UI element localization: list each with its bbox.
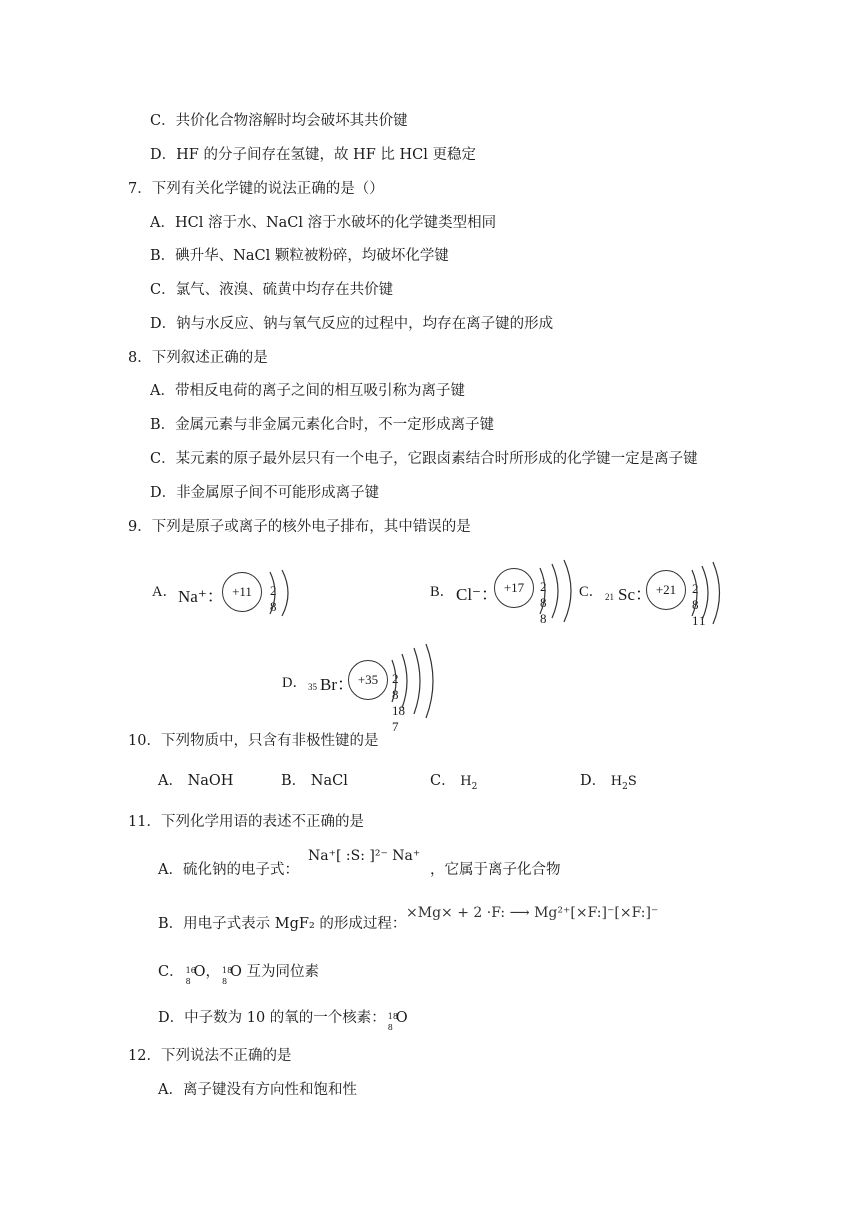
q10-c-formula: H xyxy=(460,774,472,789)
q9-c-symbol: Sc： xyxy=(618,585,652,604)
q11-d-text: D．中子数为 10 的氧的一个核素： xyxy=(158,1010,386,1026)
q7-option-b: B．碘升华、NaCl 颗粒被粉碎，均破坏化学键 xyxy=(150,248,449,264)
q10-d-formula: H xyxy=(610,774,623,789)
q9-d-symbol: Br： xyxy=(320,675,354,694)
question-11: 11．下列化学用语的表述不正确的是 xyxy=(128,814,364,830)
q9-c-shells: 2 8 11 xyxy=(692,581,707,628)
q7-option-d: D．钠与水反应、钠与氧气反应的过程中，均存在离子键的形成 xyxy=(150,316,554,332)
q9-a-shells: 2 8 xyxy=(270,583,279,614)
q9-b-label: B． xyxy=(430,584,455,600)
o18-mass-number: 18 xyxy=(222,966,233,975)
question-9: 9．下列是原子或离子的核外电子排布，其中错误的是 xyxy=(128,519,471,535)
q9-a-shell-arcs xyxy=(264,568,304,618)
question-10: 10．下列物质中，只含有非极性键的是 xyxy=(128,733,379,749)
q10-c-label: C． xyxy=(430,773,456,789)
d-mass-number: 18 xyxy=(387,1012,398,1021)
q9-a-label: A． xyxy=(152,584,177,600)
q9-b-shell-arcs xyxy=(534,558,584,624)
q11-a-tail: ，它属于离子化合物 xyxy=(430,862,561,878)
q12-option-a: A．离子键没有方向性和饱和性 xyxy=(158,1082,357,1098)
q11-c-label: C． xyxy=(158,964,184,980)
mgf2-formation-equation: ×Mg× + 2 ·F: ⟶ Mg²⁺[×F:]⁻[×F:]⁻ xyxy=(406,905,659,921)
o16-element: O， xyxy=(193,964,220,980)
q9-b-nucleus: +17 xyxy=(494,568,534,608)
q9-d-nucleus: +35 xyxy=(348,660,388,700)
q7-option-a: A．HCl 溶于水、NaCl 溶于水破坏的化学键类型相同 xyxy=(150,215,497,231)
question-7: 7．下列有关化学键的说法正确的是（） xyxy=(128,181,384,197)
d-atomic-number: 8 xyxy=(387,1023,393,1032)
o18-atomic-number: 8 xyxy=(222,977,228,986)
q9-c-label: C． xyxy=(579,584,604,600)
q9-d-atomic-number: 35 xyxy=(308,682,317,692)
q9-a-symbol: Na⁺： xyxy=(178,587,224,606)
q8-option-c: C．某元素的原子最外层只有一个电子，它跟卤素结合时所形成的化学键一定是离子键 xyxy=(150,451,698,467)
q7-option-c: C．氯气、液溴、硫黄中均存在共价键 xyxy=(150,282,394,298)
nuclide-o18-d xyxy=(386,1009,398,1032)
o18-element: O 互为同位素 xyxy=(230,964,319,980)
q10-option-d xyxy=(580,771,637,797)
question-12: 12．下列说法不正确的是 xyxy=(128,1048,292,1064)
q9-d-shell-arcs xyxy=(386,642,442,720)
q10-d-subscript: 2 xyxy=(622,781,628,792)
q8-option-b: B．金属元素与非金属元素化合时，不一定形成离子键 xyxy=(150,417,495,433)
d-element: O xyxy=(395,1010,408,1026)
q10-option-b: B． NaCl xyxy=(281,773,348,789)
o16-atomic-number: 8 xyxy=(185,977,191,986)
q6-option-d: D．HF 的分子间存在氢键，故 HF 比 HCl 更稳定 xyxy=(150,147,476,163)
q9-c-atomic-number: 21 xyxy=(605,592,614,602)
q9-a-nucleus: +11 xyxy=(222,572,262,612)
o16-mass-number: 16 xyxy=(185,966,196,975)
q11-option-b: B．用电子式表示 MgF₂ 的形成过程： xyxy=(158,916,407,932)
q11-option-c xyxy=(158,962,319,986)
q11-a-text: A．硫化钠的电子式： xyxy=(158,862,299,878)
q9-b-symbol: Cl⁻： xyxy=(456,585,499,604)
q9-d-label: D． xyxy=(282,675,307,691)
q9-d-shells: 2 8 18 7 xyxy=(392,671,405,734)
nuclide-o18 xyxy=(220,963,233,986)
q8-option-d: D．非金属原子间不可能形成离子键 xyxy=(150,485,380,501)
q10-d-formula-tail: S xyxy=(627,774,637,789)
sodium-sulfide-lewis-formula: Na⁺[ :S: ]²⁻ Na⁺ xyxy=(308,848,421,864)
q10-option-c xyxy=(430,771,477,797)
q9-c-shell-arcs xyxy=(686,560,730,626)
nuclide-o16 xyxy=(184,963,196,986)
q9-c-nucleus: +21 xyxy=(646,570,686,610)
q10-d-label: D． xyxy=(580,773,607,789)
q10-c-subscript: 2 xyxy=(471,781,478,792)
q6-option-c: C．共价化合物溶解时均会破坏其共价键 xyxy=(150,113,408,129)
q9-b-shells: 2 8 8 xyxy=(540,579,549,626)
q11-option-a xyxy=(158,860,299,880)
q8-option-a: A．带相反电荷的离子之间的相互吸引称为离子键 xyxy=(150,383,465,399)
q10-option-a: A． NaOH xyxy=(158,773,234,789)
q11-option-d xyxy=(158,1008,408,1032)
question-8: 8．下列叙述正确的是 xyxy=(128,350,268,366)
